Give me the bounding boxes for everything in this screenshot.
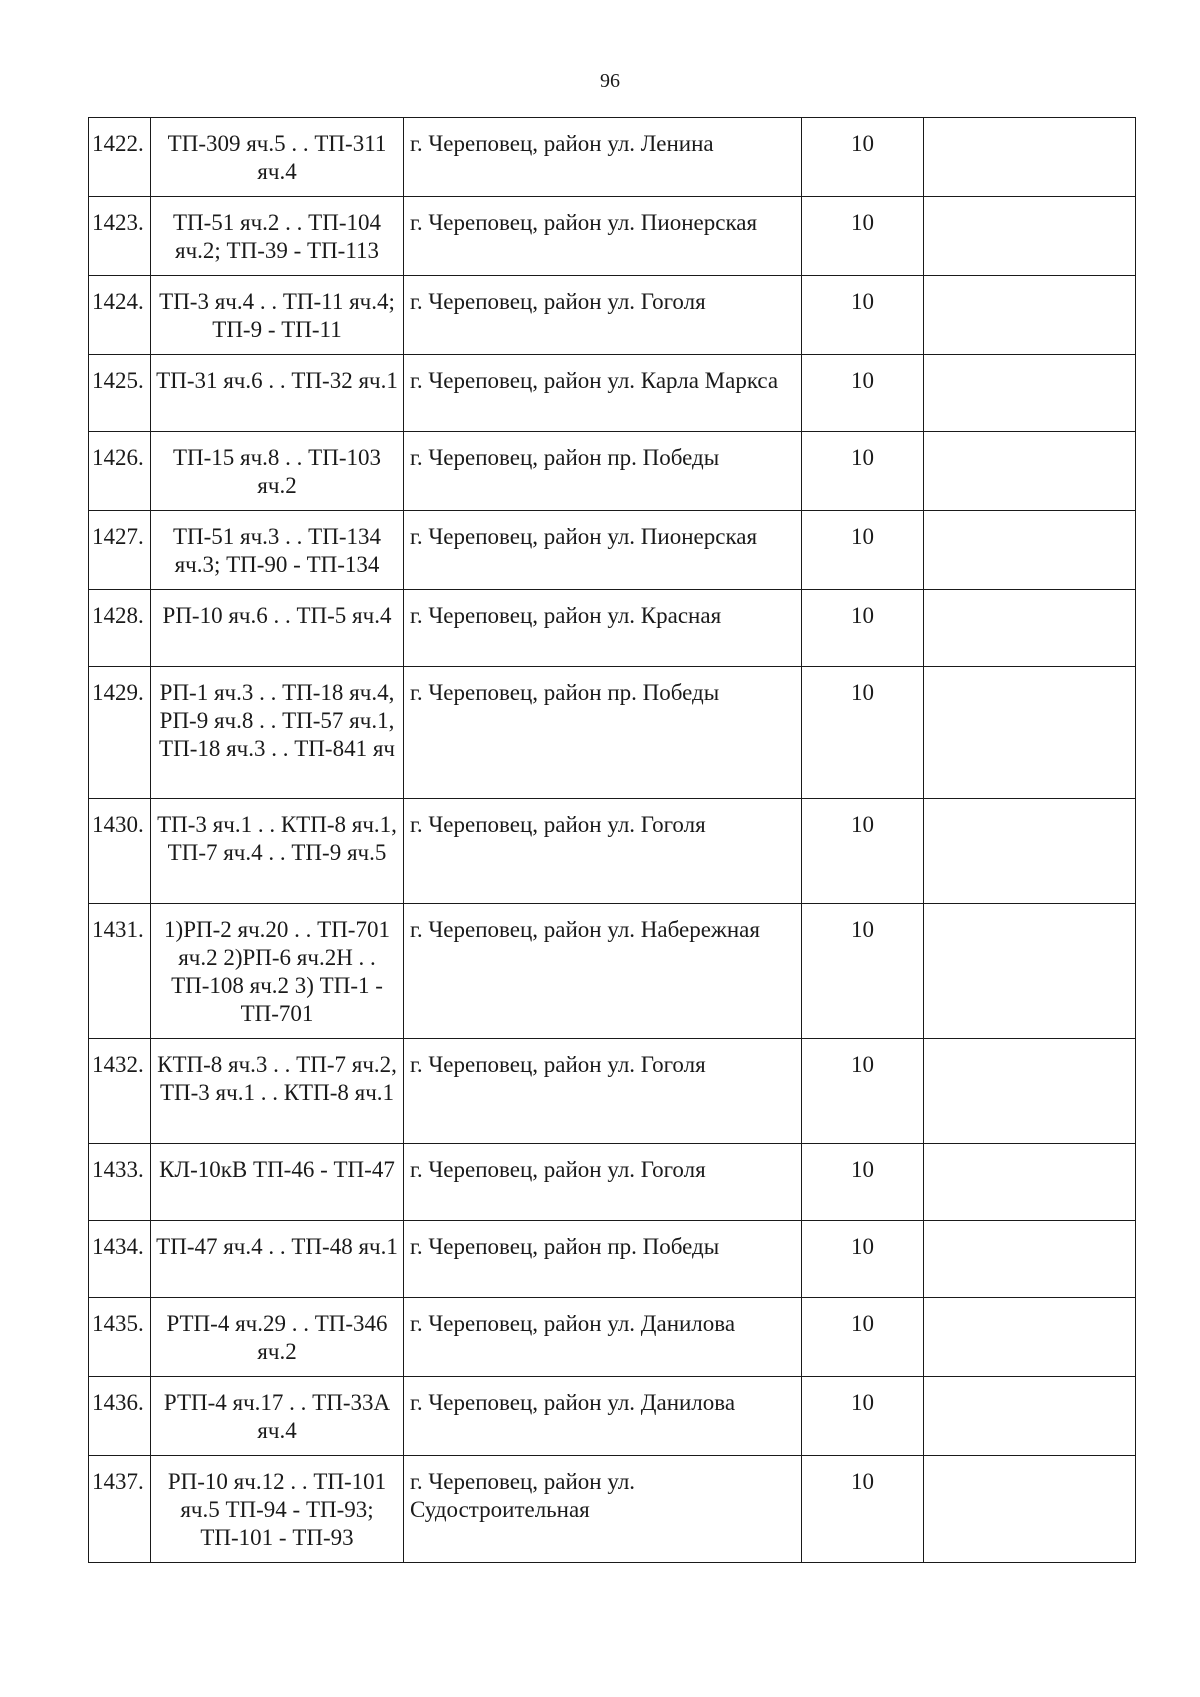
voltage-value: 10 xyxy=(802,1039,924,1144)
extra-cell xyxy=(924,118,1136,197)
location-address: г. Череповец, район ул. Данилова xyxy=(404,1298,802,1377)
location-address: г. Череповец, район ул. Гоголя xyxy=(404,276,802,355)
location-address: г. Череповец, район ул. Ленина xyxy=(404,118,802,197)
row-number: 1429. xyxy=(89,667,151,799)
row-number: 1433. xyxy=(89,1144,151,1221)
table-row xyxy=(89,1377,1136,1456)
table-row xyxy=(89,590,1136,667)
table-row xyxy=(89,667,1136,799)
table-row xyxy=(89,197,1136,276)
table-row xyxy=(89,355,1136,432)
row-number: 1428. xyxy=(89,590,151,667)
location-address: г. Череповец, район ул. Пионерская xyxy=(404,197,802,276)
table-row xyxy=(89,1298,1136,1377)
location-address: г. Череповец, район ул. Гоголя xyxy=(404,1039,802,1144)
extra-cell xyxy=(924,511,1136,590)
row-number: 1435. xyxy=(89,1298,151,1377)
location-address: г. Череповец, район ул. Красная xyxy=(404,590,802,667)
location-address: г. Череповец, район ул. Данилова xyxy=(404,1377,802,1456)
location-address: г. Череповец, район ул. Гоголя xyxy=(404,1144,802,1221)
cable-lines-table xyxy=(88,117,1136,1563)
table-row xyxy=(89,1039,1136,1144)
voltage-value: 10 xyxy=(802,1298,924,1377)
object-name: ТП-3 яч.4 . . ТП-11 яч.4; ТП-9 - ТП-11 xyxy=(151,276,404,355)
extra-cell xyxy=(924,1377,1136,1456)
extra-cell xyxy=(924,904,1136,1039)
table-row xyxy=(89,1221,1136,1298)
location-address: г. Череповец, район пр. Победы xyxy=(404,432,802,511)
location-address: г. Череповец, район пр. Победы xyxy=(404,1221,802,1298)
table-row xyxy=(89,276,1136,355)
table-row xyxy=(89,511,1136,590)
location-address: г. Череповец, район ул. Гоголя xyxy=(404,799,802,904)
row-number: 1427. xyxy=(89,511,151,590)
table-row xyxy=(89,1456,1136,1563)
row-number: 1425. xyxy=(89,355,151,432)
voltage-value: 10 xyxy=(802,276,924,355)
voltage-value: 10 xyxy=(802,1144,924,1221)
row-number: 1432. xyxy=(89,1039,151,1144)
location-address: г. Череповец, район ул. Набережная xyxy=(404,904,802,1039)
extra-cell xyxy=(924,1039,1136,1144)
row-number: 1431. xyxy=(89,904,151,1039)
table-row xyxy=(89,1144,1136,1221)
page-number: 96 xyxy=(600,70,620,92)
location-address: г. Череповец, район ул. Пионерская xyxy=(404,511,802,590)
object-name: ТП-51 яч.3 . . ТП-134 яч.3; ТП-90 - ТП-134 xyxy=(151,511,404,590)
extra-cell xyxy=(924,432,1136,511)
object-name: ТП-309 яч.5 . . ТП-311 яч.4 xyxy=(151,118,404,197)
location-address: г. Череповец, район ул. Судостроительная xyxy=(404,1456,802,1563)
object-name: 1)РП-2 яч.20 . . ТП-701 яч.2 2)РП-6 яч.2Н . . ТП-108 яч.2 3) ТП-1 - ТП-701 xyxy=(151,904,404,1039)
object-name: ТП-31 яч.6 . . ТП-32 яч.1 xyxy=(151,355,404,432)
row-number: 1436. xyxy=(89,1377,151,1456)
extra-cell xyxy=(924,1144,1136,1221)
voltage-value: 10 xyxy=(802,1221,924,1298)
row-number: 1430. xyxy=(89,799,151,904)
row-number: 1424. xyxy=(89,276,151,355)
extra-cell xyxy=(924,799,1136,904)
voltage-value: 10 xyxy=(802,197,924,276)
object-name: КЛ-10кВ ТП-46 - ТП-47 xyxy=(151,1144,404,1221)
location-address: г. Череповец, район пр. Победы xyxy=(404,667,802,799)
table-row xyxy=(89,118,1136,197)
voltage-value: 10 xyxy=(802,511,924,590)
row-number: 1434. xyxy=(89,1221,151,1298)
object-name: ТП-15 яч.8 . . ТП-103 яч.2 xyxy=(151,432,404,511)
voltage-value: 10 xyxy=(802,355,924,432)
object-name: РП-1 яч.3 . . ТП-18 яч.4, РП-9 яч.8 . . ТП-57 яч.1, ТП-18 яч.3 . . ТП-841 яч xyxy=(151,667,404,799)
row-number: 1426. xyxy=(89,432,151,511)
row-number: 1423. xyxy=(89,197,151,276)
voltage-value: 10 xyxy=(802,590,924,667)
object-name: РТП-4 яч.29 . . ТП-346 яч.2 xyxy=(151,1298,404,1377)
voltage-value: 10 xyxy=(802,904,924,1039)
location-address: г. Череповец, район ул. Карла Маркса xyxy=(404,355,802,432)
extra-cell xyxy=(924,355,1136,432)
extra-cell xyxy=(924,667,1136,799)
voltage-value: 10 xyxy=(802,1377,924,1456)
extra-cell xyxy=(924,1221,1136,1298)
voltage-value: 10 xyxy=(802,1456,924,1563)
table-body xyxy=(89,118,1136,1563)
object-name: ТП-47 яч.4 . . ТП-48 яч.1 xyxy=(151,1221,404,1298)
object-name: РП-10 яч.12 . . ТП-101 яч.5 ТП-94 - ТП-93; ТП-101 - ТП-93 xyxy=(151,1456,404,1563)
voltage-value: 10 xyxy=(802,118,924,197)
voltage-value: 10 xyxy=(802,432,924,511)
table-row xyxy=(89,432,1136,511)
extra-cell xyxy=(924,276,1136,355)
object-name: РТП-4 яч.17 . . ТП-33А яч.4 xyxy=(151,1377,404,1456)
voltage-value: 10 xyxy=(802,667,924,799)
object-name: КТП-8 яч.3 . . ТП-7 яч.2, ТП-3 яч.1 . . КТП-8 яч.1 xyxy=(151,1039,404,1144)
row-number: 1422. xyxy=(89,118,151,197)
object-name: ТП-51 яч.2 . . ТП-104 яч.2; ТП-39 - ТП-113 xyxy=(151,197,404,276)
object-name: РП-10 яч.6 . . ТП-5 яч.4 xyxy=(151,590,404,667)
table-row xyxy=(89,904,1136,1039)
extra-cell xyxy=(924,590,1136,667)
extra-cell xyxy=(924,1298,1136,1377)
table-row xyxy=(89,799,1136,904)
object-name: ТП-3 яч.1 . . КТП-8 яч.1, ТП-7 яч.4 . . ТП-9 яч.5 xyxy=(151,799,404,904)
extra-cell xyxy=(924,197,1136,276)
voltage-value: 10 xyxy=(802,799,924,904)
row-number: 1437. xyxy=(89,1456,151,1563)
extra-cell xyxy=(924,1456,1136,1563)
